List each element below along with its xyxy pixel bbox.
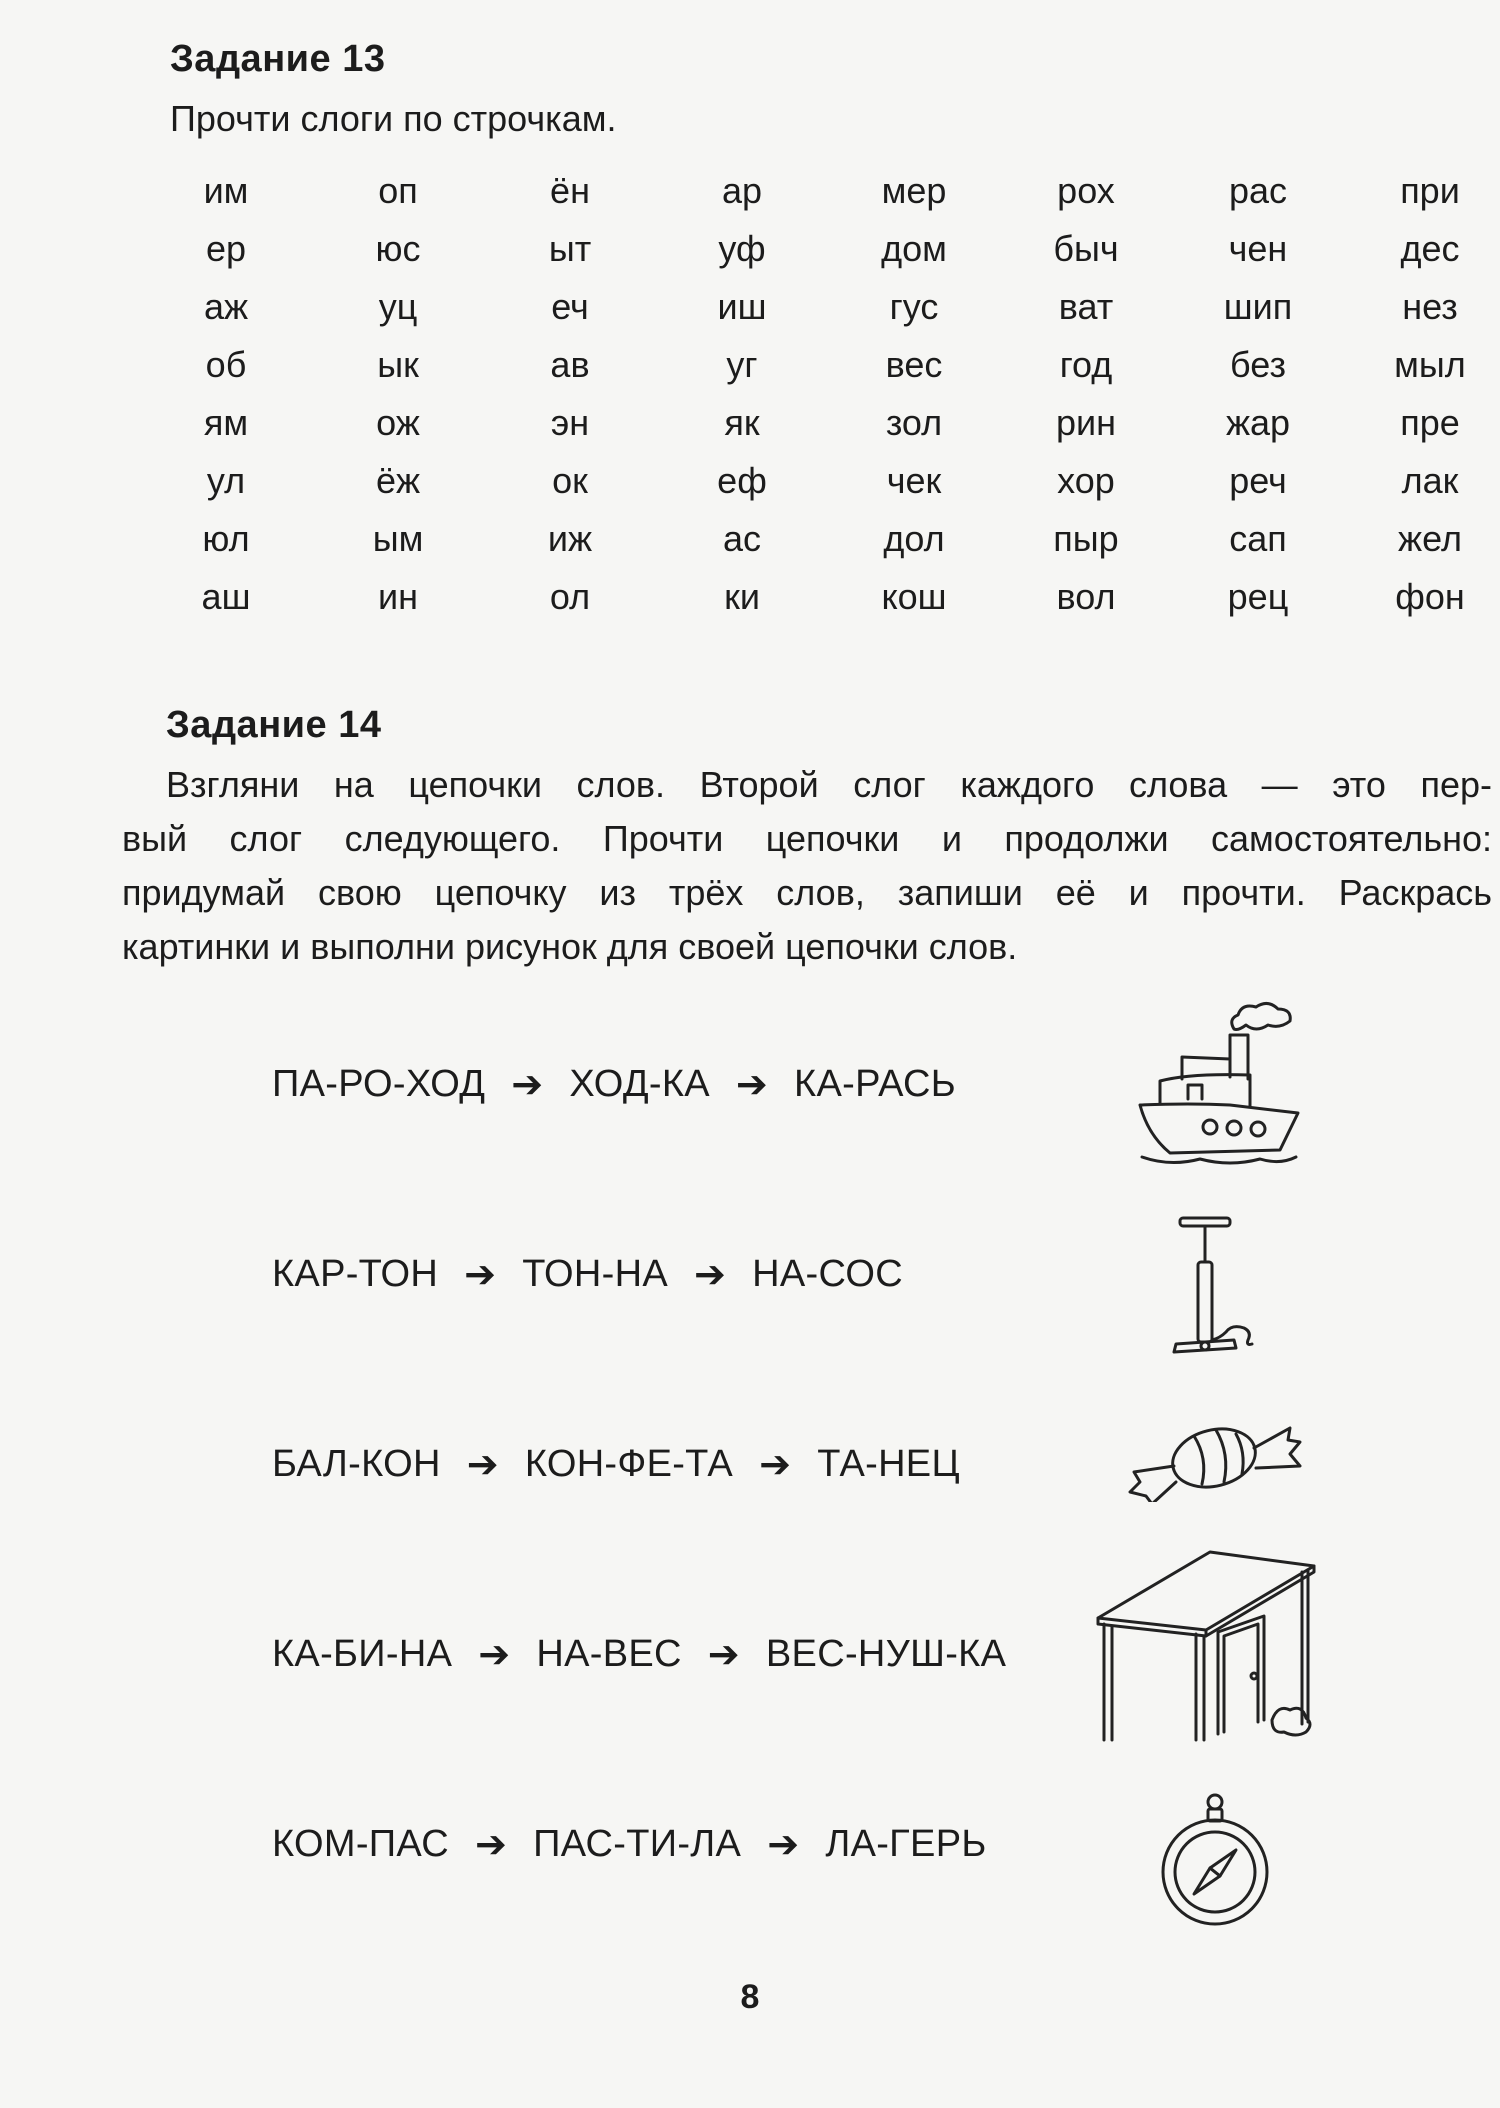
syllable: ож [376, 402, 420, 443]
chain-word: КАР-ТОН [272, 1253, 439, 1295]
task13-instruction: Прочти слоги по строчкам. [170, 98, 617, 139]
arrow-right-icon: ➔ [474, 1824, 508, 1866]
arrow-right-icon: ➔ [767, 1824, 800, 1866]
syllable: ас [722, 518, 762, 559]
syllable: ёж [375, 460, 421, 501]
candy-icon [1124, 1412, 1304, 1502]
syllable: юс [375, 228, 421, 269]
syllable: ок [552, 460, 588, 501]
syllable: уф [718, 228, 766, 269]
chain-word: НА-ВЕС [536, 1633, 682, 1675]
syllable: им [203, 170, 249, 211]
syllable-grid [140, 162, 1480, 626]
syllable: вес [885, 344, 943, 385]
chain-word: КОМ-ПАС [272, 1823, 449, 1865]
syllable: рох [1057, 170, 1115, 211]
syllable: ав [550, 344, 590, 385]
syllable: уц [378, 286, 418, 327]
instruction-line: картинки и выполни рисунок для своей цепочки слов. [122, 926, 1018, 967]
syllable: мыл [1394, 344, 1466, 385]
pump-icon [1160, 1212, 1280, 1372]
chain-word: ВЕС-НУШ-КА [765, 1633, 1007, 1675]
syllable: пыр [1053, 518, 1119, 559]
instruction-line: придумай свою цепочку из трёх слов, запиши её и прочти. Раскрась [122, 872, 1492, 913]
steamboat-icon [1130, 995, 1330, 1175]
page-number: 8 [740, 1978, 760, 2016]
syllable: фон [1395, 576, 1465, 617]
syllable: дес [1400, 228, 1460, 269]
syllable: ыт [548, 228, 592, 269]
syllable: ер [205, 228, 247, 269]
task14-instruction [122, 758, 1492, 974]
arrow-right-icon: ➔ [735, 1064, 769, 1106]
instruction-line: вый слог следующего. Прочти цепочки и продолжи самостоятельно: [122, 818, 1492, 859]
arrow-right-icon: ➔ [464, 1254, 497, 1296]
syllable: гус [889, 286, 939, 327]
syllable: год [1059, 344, 1113, 385]
syllable: рин [1055, 402, 1116, 443]
word-chain-4 [272, 1632, 1006, 1677]
syllable: дол [883, 518, 945, 559]
syllable: ык [377, 344, 419, 385]
word-chain-1 [272, 1062, 956, 1107]
chain-word: БАЛ-КОН [272, 1443, 441, 1485]
task14-title: Задание 14 [166, 704, 382, 746]
chain-word: ХОД-КА [569, 1063, 710, 1105]
syllable: як [724, 402, 760, 443]
arrow-right-icon: ➔ [478, 1634, 511, 1676]
chain-word: ПА-РО-ХОД [272, 1063, 486, 1105]
syllable: нез [1402, 286, 1458, 327]
syllable: еч [551, 286, 589, 327]
syllable: зол [885, 402, 943, 443]
syllable: жар [1225, 402, 1291, 443]
chain-word: ТА-НЕЦ [817, 1443, 960, 1485]
syllable: юл [202, 518, 250, 559]
syllable: ват [1058, 286, 1114, 327]
syllable: иж [547, 518, 593, 559]
syllable: ён [550, 170, 590, 211]
syllable: хор [1057, 460, 1115, 501]
arrow-right-icon: ➔ [693, 1254, 727, 1296]
syllable: кош [881, 576, 947, 617]
chain-word: НА-СОС [752, 1253, 903, 1295]
syllable: при [1400, 170, 1460, 211]
syllable: рец [1227, 576, 1289, 617]
syllable: ым [372, 518, 424, 559]
syllable: рас [1228, 170, 1288, 211]
arrow-right-icon: ➔ [511, 1064, 544, 1106]
syllable: мер [881, 170, 947, 211]
chain-word: ТОН-НА [522, 1253, 668, 1295]
instruction-line: Взгляни на цепочки слов. Второй слог каждого слова — это пер- [166, 764, 1492, 805]
syllable: быч [1053, 228, 1119, 269]
syllable: жел [1398, 518, 1462, 559]
syllable: сап [1229, 518, 1287, 559]
arrow-right-icon: ➔ [466, 1444, 499, 1486]
syllable: пре [1400, 402, 1460, 443]
word-chain-2 [272, 1252, 903, 1297]
syllable: ол [549, 576, 591, 617]
syllable: уг [726, 344, 758, 385]
word-chain-3 [272, 1442, 960, 1487]
syllable: ям [203, 402, 249, 443]
arrow-right-icon: ➔ [759, 1444, 792, 1486]
chain-word: КА-РАСЬ [794, 1063, 956, 1105]
syllable: ин [378, 576, 418, 617]
syllable: ул [206, 460, 246, 501]
syllable: ки [724, 576, 760, 617]
syllable: без [1230, 344, 1286, 385]
chain-word: ПАС-ТИ-ЛА [533, 1823, 742, 1865]
syllable: иш [717, 286, 767, 327]
syllable: чен [1228, 228, 1288, 269]
chain-word: КА-БИ-НА [272, 1633, 453, 1675]
word-chain-5 [272, 1822, 987, 1867]
compass-icon [1156, 1792, 1274, 1930]
syllable: шип [1223, 286, 1293, 327]
syllable: дом [881, 228, 947, 269]
syllable: аш [201, 576, 251, 617]
syllable: аж [203, 286, 249, 327]
syllable: вол [1056, 576, 1116, 617]
syllable: чек [886, 460, 942, 501]
syllable: об [205, 344, 247, 385]
syllable: ар [721, 170, 763, 211]
syllable: реч [1229, 460, 1287, 501]
syllable: еф [717, 460, 767, 501]
canopy-icon [1092, 1544, 1322, 1744]
syllable: лак [1401, 460, 1459, 501]
chain-word: ЛА-ГЕРЬ [825, 1823, 987, 1865]
syllable: эн [550, 402, 590, 443]
task13-title: Задание 13 [170, 38, 386, 80]
chain-word: КОН-ФЕ-ТА [524, 1443, 734, 1485]
syllable: оп [378, 170, 418, 211]
arrow-right-icon: ➔ [707, 1634, 740, 1676]
